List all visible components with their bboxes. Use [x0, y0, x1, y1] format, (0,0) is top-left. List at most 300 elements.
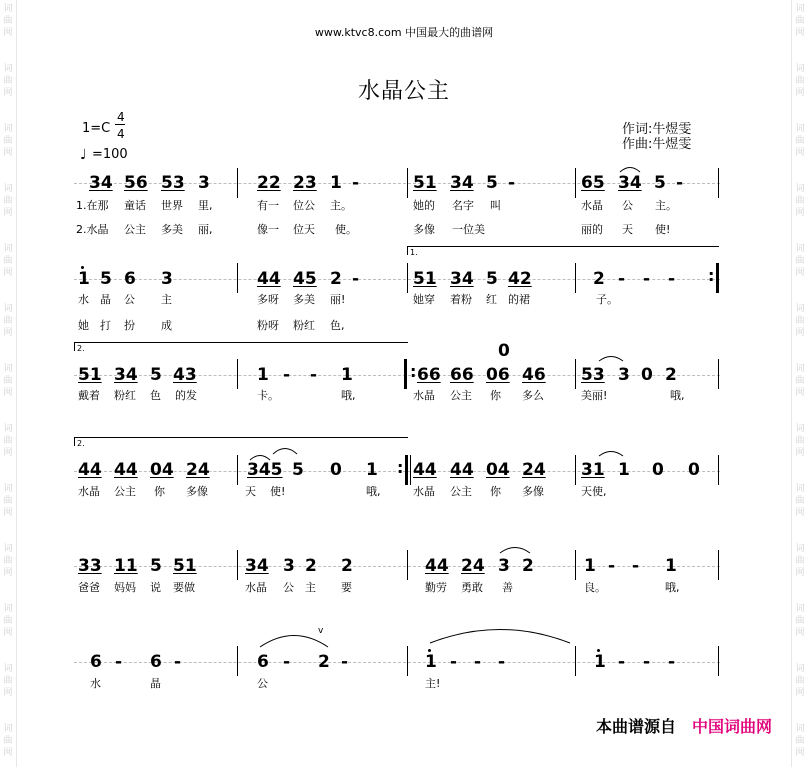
dash: - [643, 269, 651, 289]
watermark-char: 词 [795, 4, 805, 14]
watermark-char: 词 [3, 724, 13, 734]
lyric: 水晶 [413, 389, 435, 402]
note-group: 66 [450, 365, 474, 385]
watermark-char: 网 [3, 268, 13, 278]
note-group: 44 [450, 460, 474, 480]
lyric: 主 [161, 293, 172, 306]
note: 2 [522, 556, 534, 576]
note-group: 34 [450, 269, 474, 289]
watermark-char: 网 [3, 28, 13, 38]
barline [237, 455, 238, 485]
left-watermark-strip [0, 0, 17, 767]
lyric: 水 [78, 293, 89, 306]
lyricist: 作词:牛煜雯 [622, 122, 692, 137]
lyric: 主。 [655, 199, 677, 212]
lyric: 哦, [341, 389, 356, 402]
watermark-char: 网 [3, 148, 13, 158]
note: 3 [618, 365, 630, 385]
lyric: 色 [150, 389, 161, 402]
lyric: 里, [198, 199, 213, 212]
watermark-char: 词 [3, 124, 13, 134]
note-group: 44 [425, 556, 449, 576]
dash: - [618, 269, 626, 289]
lyric: 色, [330, 319, 345, 332]
note-group: 34 [89, 173, 113, 193]
note-group: 45 [293, 269, 317, 289]
lyric: 使! [270, 485, 286, 498]
lyric: 使! [655, 223, 671, 236]
watermark-char: 曲 [3, 136, 13, 146]
tempo: =100 [92, 147, 128, 162]
lyric: 水晶 [413, 485, 435, 498]
dash: - [643, 652, 651, 672]
watermark-char: 词 [795, 604, 805, 614]
watermark-char: 曲 [795, 256, 805, 266]
page-title: 水晶公主 [357, 79, 450, 104]
lyric: 勤劳 [425, 581, 447, 594]
watermark-char: 网 [795, 268, 805, 278]
watermark-char: 网 [3, 508, 13, 518]
dash: - [310, 365, 318, 385]
lyric: 水晶 [78, 485, 100, 498]
lyric: 水 [90, 677, 101, 690]
lyric: 天 [245, 485, 256, 498]
lyric: 善 [502, 581, 513, 594]
dash: - [668, 652, 676, 672]
watermark-char: 网 [3, 208, 13, 218]
slur [598, 352, 624, 362]
dash: - [618, 652, 626, 672]
watermark-char: 词 [3, 424, 13, 434]
watermark-char: 网 [795, 688, 805, 698]
note-group: 34 [245, 556, 269, 576]
note: 1 [665, 556, 677, 576]
watermark-char: 曲 [3, 496, 13, 506]
note-group: 33 [78, 556, 102, 576]
rest: 0 [330, 460, 342, 480]
lyric: 哦, [366, 485, 381, 498]
lyric: 位公 [293, 199, 315, 212]
dash: - [508, 173, 516, 193]
note-group: 34 [114, 365, 138, 385]
lyric: 勇敢 [461, 581, 483, 594]
lyric: 水晶 [581, 199, 603, 212]
rest-mark: 0 [498, 341, 510, 361]
watermark-char: 词 [795, 664, 805, 674]
note: 6 [150, 652, 162, 672]
lyric: 有一 [257, 199, 279, 212]
note-group: 24 [186, 460, 210, 480]
lyric: 妈妈 [114, 581, 136, 594]
staff-line [74, 566, 720, 567]
barline [237, 168, 238, 198]
watermark-char: 曲 [3, 16, 13, 26]
barline [410, 455, 411, 485]
repeat-start-sign: : [410, 362, 417, 381]
barline [407, 263, 408, 293]
slur [249, 451, 271, 461]
barline [237, 646, 238, 676]
watermark-char: 网 [3, 748, 13, 758]
note-group: 51 [78, 365, 102, 385]
dash: - [676, 173, 684, 193]
lyric: 晶 [150, 677, 161, 690]
dash: - [474, 652, 482, 672]
composer: 作曲:牛煜雯 [622, 137, 692, 152]
watermark-char: 网 [3, 448, 13, 458]
watermark-char: 网 [3, 388, 13, 398]
watermark-char: 曲 [795, 436, 805, 446]
note-group: 65 [581, 173, 605, 193]
dash: - [498, 652, 506, 672]
lyric: 子。 [596, 293, 618, 306]
lyric: 粉红 [293, 319, 315, 332]
note: 3 [283, 556, 295, 576]
lyric: 要 [341, 581, 352, 594]
lyric: 天 [622, 223, 633, 236]
lyric: 她穿 [413, 293, 435, 306]
barline [407, 168, 408, 198]
breath-mark-icon: v [318, 626, 324, 636]
barline [407, 550, 408, 580]
note: 2 [330, 269, 342, 289]
watermark-char: 网 [795, 628, 805, 638]
barline [575, 168, 576, 198]
key-signature: 1=C [82, 121, 111, 136]
rest: 0 [688, 460, 700, 480]
note: 1 [618, 460, 630, 480]
watermark-char: 词 [795, 64, 805, 74]
watermark-char: 网 [795, 208, 805, 218]
lyric: 美丽! [581, 389, 608, 402]
lyric: 戴着 [78, 389, 100, 402]
watermark-char: 词 [3, 64, 13, 74]
note: 1 [584, 556, 596, 576]
first-ending-bracket [407, 246, 719, 255]
lyric: 公 [124, 293, 135, 306]
lyric: 叫 [490, 199, 501, 212]
watermark-char: 曲 [3, 616, 13, 626]
quarter-note-icon: ♩ [80, 147, 87, 163]
lyric: 粉红 [114, 389, 136, 402]
note-group: 53 [581, 365, 605, 385]
note-group: 51 [413, 173, 437, 193]
barline [575, 646, 576, 676]
barline [237, 263, 238, 293]
watermark-char: 曲 [795, 736, 805, 746]
note-group: 31 [581, 460, 605, 480]
lyric: 丽! [330, 293, 346, 306]
lyric: 公 [257, 677, 268, 690]
right-watermark-strip [791, 0, 808, 767]
note: 3 [161, 269, 173, 289]
watermark-char: 网 [795, 448, 805, 458]
tie [272, 443, 298, 455]
watermark-char: 曲 [795, 16, 805, 26]
note: 3 [198, 173, 210, 193]
barline [718, 455, 719, 485]
watermark-char: 曲 [795, 76, 805, 86]
note-group: 56 [124, 173, 148, 193]
volta-label: 2. [77, 439, 85, 448]
note: 5 [150, 365, 162, 385]
note-group: 11 [114, 556, 138, 576]
lyric: 要做 [173, 581, 195, 594]
note-group: 53 [161, 173, 185, 193]
lyric: 的裙 [508, 293, 530, 306]
lyric: 哦, [670, 389, 685, 402]
repeat-end-sign: : [397, 458, 404, 477]
watermark-char: 词 [3, 4, 13, 14]
lyric: 主! [425, 677, 441, 690]
lyric: 公主 [450, 485, 472, 498]
watermark-char: 曲 [3, 436, 13, 446]
lyric: 世界 [161, 199, 183, 212]
source-footer [596, 714, 772, 737]
lyric: 爸爸 [78, 581, 100, 594]
dash: - [115, 652, 123, 672]
note-group: 42 [508, 269, 532, 289]
lyric: 她的 [413, 199, 435, 212]
lyric: 主。 [330, 199, 352, 212]
watermark-char: 词 [795, 424, 805, 434]
watermark-char: 网 [795, 748, 805, 758]
repeat-barline [405, 455, 408, 485]
slur [428, 624, 572, 644]
watermark-char: 网 [795, 328, 805, 338]
lyric: 名字 [452, 199, 474, 212]
lyric: 红 [486, 293, 497, 306]
dash: - [174, 652, 182, 672]
note-group: 24 [522, 460, 546, 480]
note: 6 [124, 269, 136, 289]
note: 5 [100, 269, 112, 289]
note: 2 [341, 556, 353, 576]
watermark-char: 曲 [795, 316, 805, 326]
note: 6 [90, 652, 102, 672]
dash: - [632, 556, 640, 576]
lyric: 1.在那 [76, 199, 109, 212]
watermark-char: 曲 [3, 76, 13, 86]
second-ending-bracket [74, 437, 408, 446]
lyric: 丽, [198, 223, 213, 236]
barline [407, 646, 408, 676]
watermark-char: 词 [3, 604, 13, 614]
repeat-barline [404, 359, 407, 389]
watermark-char: 网 [795, 88, 805, 98]
barline [718, 646, 719, 676]
note-group: 43 [173, 365, 197, 385]
lyric: 丽的 [581, 223, 603, 236]
note: 5 [150, 556, 162, 576]
watermark-char: 曲 [3, 676, 13, 686]
barline [575, 455, 576, 485]
lyric: 2.水晶 [76, 223, 109, 236]
barline [718, 168, 719, 198]
time-signature-top: 4 [117, 110, 125, 124]
watermark-char: 词 [3, 364, 13, 374]
watermark-char: 网 [3, 568, 13, 578]
watermark-char: 曲 [3, 556, 13, 566]
note-group: 34 [450, 173, 474, 193]
slur [619, 163, 641, 173]
note-group: 44 [413, 460, 437, 480]
note-group: 345 [247, 460, 283, 480]
lyric: 主 [305, 581, 316, 594]
lyric: 多么 [522, 389, 544, 402]
watermark-char: 词 [795, 184, 805, 194]
barline [718, 359, 719, 389]
watermark-char: 曲 [795, 496, 805, 506]
note: 6 [257, 652, 269, 672]
watermark-char: 词 [3, 484, 13, 494]
watermark-char: 网 [3, 88, 13, 98]
watermark-char: 网 [3, 628, 13, 638]
brand-link[interactable]: 中国词曲网 [691, 717, 772, 736]
note: 5 [654, 173, 666, 193]
dash: - [341, 652, 349, 672]
watermark-char: 词 [795, 724, 805, 734]
slur [499, 542, 531, 554]
rest: 0 [652, 460, 664, 480]
note: 1 [425, 652, 437, 672]
watermark-char: 网 [3, 328, 13, 338]
lyric: 你 [490, 389, 501, 402]
note-group: 44 [78, 460, 102, 480]
note: 2 [665, 365, 677, 385]
lyric: 水晶 [245, 581, 267, 594]
dash: - [283, 365, 291, 385]
tie [598, 447, 624, 457]
dash: - [450, 652, 458, 672]
lyric: 使。 [335, 223, 357, 236]
time-signature-bottom: 4 [117, 127, 125, 141]
note: 5 [486, 173, 498, 193]
watermark-char: 曲 [795, 616, 805, 626]
note: 5 [292, 460, 304, 480]
watermark-char: 曲 [3, 316, 13, 326]
barline [575, 550, 576, 580]
note-group: 23 [293, 173, 317, 193]
watermark-char: 曲 [795, 136, 805, 146]
dash: - [668, 269, 676, 289]
watermark-char: 词 [3, 304, 13, 314]
watermark-char: 网 [795, 148, 805, 158]
barline [237, 550, 238, 580]
note-group: 34 [618, 173, 642, 193]
lyric: 你 [154, 485, 165, 498]
lyric: 公主 [124, 223, 146, 236]
lyric: 公 [283, 581, 294, 594]
barline [718, 550, 719, 580]
repeat-end-sign: : [708, 266, 715, 285]
source-label: 本曲谱源自 [595, 717, 676, 736]
watermark-char: 词 [3, 664, 13, 674]
barline [237, 359, 238, 389]
dash: - [608, 556, 616, 576]
lyric: 的发 [175, 389, 197, 402]
note-group: 66 [417, 365, 441, 385]
time-signature-divider [115, 124, 125, 125]
note: 2 [305, 556, 317, 576]
watermark-char: 网 [795, 508, 805, 518]
note-group: 06 [486, 365, 510, 385]
site-url: www.ktvc8.com 中国最大的曲谱网 [314, 26, 494, 39]
note-group: 24 [461, 556, 485, 576]
note: 1 [78, 269, 90, 289]
dash: - [352, 269, 360, 289]
lyric: 你 [490, 485, 501, 498]
watermark-char: 词 [795, 244, 805, 254]
note: 1 [257, 365, 269, 385]
volta-label: 2. [77, 344, 85, 353]
lyric: 多呀 [257, 293, 279, 306]
lyric: 成 [161, 319, 172, 332]
watermark-char: 词 [3, 544, 13, 554]
barline [575, 359, 576, 389]
lyric: 位天 [293, 223, 315, 236]
note: 1 [366, 460, 378, 480]
lyric: 多像 [186, 485, 208, 498]
watermark-char: 网 [3, 688, 13, 698]
watermark-char: 曲 [3, 196, 13, 206]
watermark-char: 网 [795, 388, 805, 398]
dash: - [283, 652, 291, 672]
dash: - [352, 173, 360, 193]
volta-label: 1. [410, 248, 418, 257]
lyric: 良。 [584, 581, 606, 594]
lyric: 着粉 [450, 293, 472, 306]
note: 2 [318, 652, 330, 672]
note-group: 04 [486, 460, 510, 480]
watermark-char: 词 [795, 484, 805, 494]
watermark-char: 曲 [3, 736, 13, 746]
lyric: 童话 [124, 199, 146, 212]
watermark-char: 词 [3, 184, 13, 194]
note-group: 44 [114, 460, 138, 480]
watermark-char: 曲 [795, 556, 805, 566]
lyric: 粉呀 [257, 319, 279, 332]
lyric: 卡。 [257, 389, 279, 402]
note: 3 [498, 556, 510, 576]
watermark-char: 曲 [795, 676, 805, 686]
watermark-char: 曲 [3, 376, 13, 386]
lyric: 公 [622, 199, 633, 212]
watermark-char: 词 [795, 364, 805, 374]
lyric: 说 [150, 581, 161, 594]
note: 1 [341, 365, 353, 385]
lyric: 公主 [114, 485, 136, 498]
watermark-char: 曲 [795, 196, 805, 206]
lyric: 一位美 [452, 223, 485, 236]
note-group: 22 [257, 173, 281, 193]
lyric: 像一 [257, 223, 279, 236]
rest: 0 [641, 365, 653, 385]
note-group: 51 [173, 556, 197, 576]
note-group: 46 [522, 365, 546, 385]
note-group: 51 [413, 269, 437, 289]
lyric: 天使, [581, 485, 607, 498]
watermark-char: 词 [3, 244, 13, 254]
watermark-char: 词 [795, 124, 805, 134]
barline [575, 263, 576, 293]
watermark-char: 曲 [3, 256, 13, 266]
watermark-char: 词 [795, 304, 805, 314]
note: 2 [593, 269, 605, 289]
lyric: 打 [100, 319, 111, 332]
note: 1 [330, 173, 342, 193]
note: 1 [594, 652, 606, 672]
